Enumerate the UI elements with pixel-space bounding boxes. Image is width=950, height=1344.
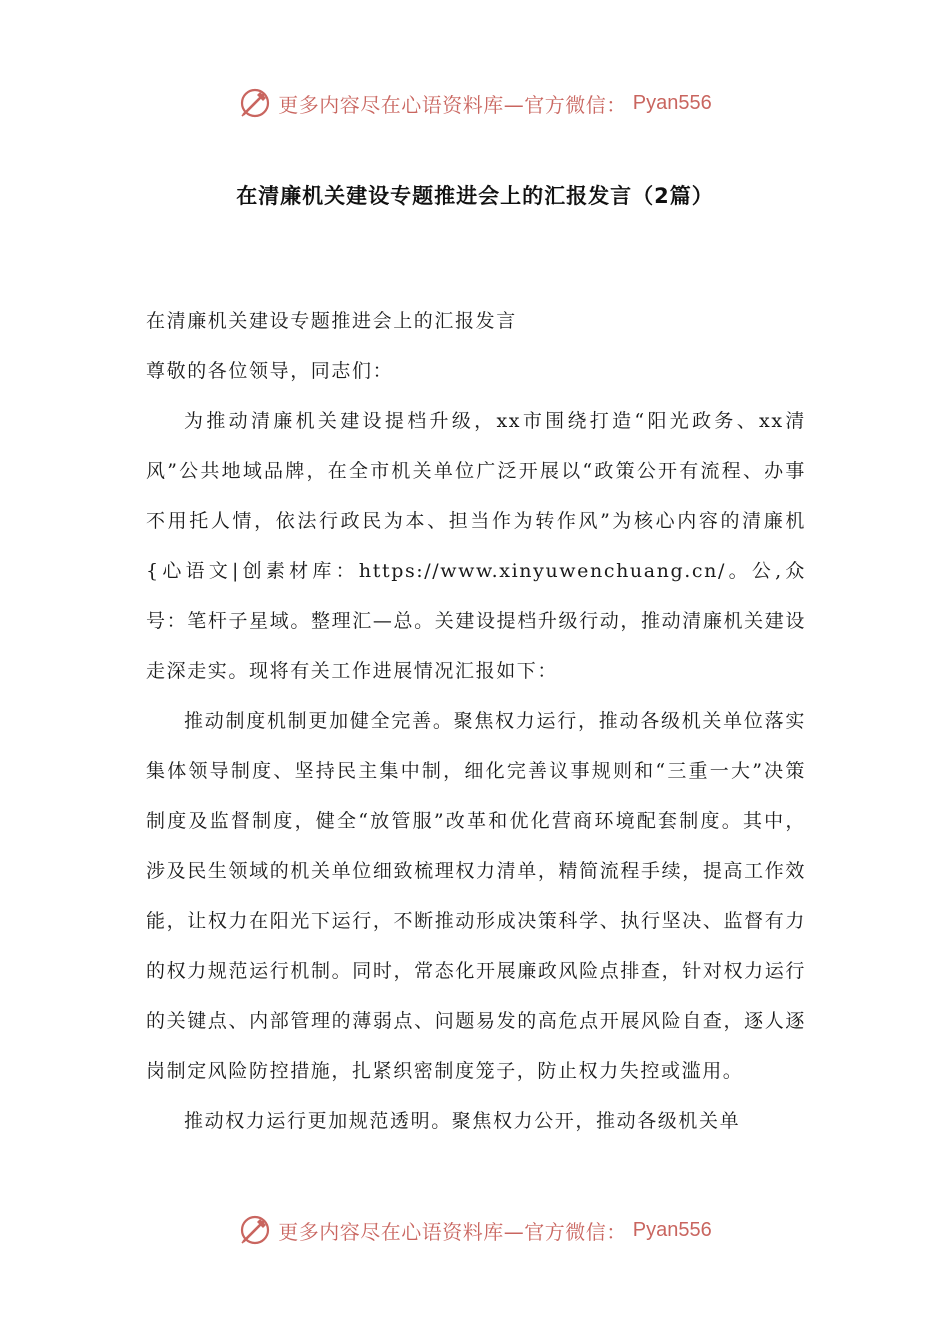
- paragraph-intro: 为推动清廉机关建设提档升级，xx市围绕打造“阳光政务、xx清风”公共地域品牌，在全市机关单位广泛开展以“政策公开有流程、办事不用托人情，依法行政民为本、担当作为转作风”为核心内容的清廉机{心语文|创素材库：https://www.xinyuwenchuang.cn/。公,众号：笔杆子星域。整理汇—总。关建设提档升级行动，推动清廉机关建设走深走实。现将有关工作进展情况汇报如下：: [146, 410, 806, 682]
- watermark-text: 更多内容尽在心语资料库—官方微信：: [278, 1219, 627, 1244]
- watermark-wechat-id: Pyan556: [632, 1218, 712, 1241]
- paragraph-institutions: 推动制度机制更加健全完善。聚焦权力运行，推动各级机关单位落实集体领导制度、坚持民主集中制，细化完善议事规则和“三重一大”决策制度及监督制度，健全“放管服”改革和优化营商环境配套制度。其中，涉及民生领域的机关单位细致梳理权力清单，精简流程手续，提高工作效能，让权力在阳光下运行，不断推动形成决策科学、执行坚决、监督有力的权力规范运行机制。同时，常态化开展廉政风险点排查，针对权力运行的关键点、内部管理的薄弱点、问题易发的高危点开展风险自查，逐人逐岗制定风险防控措施，扎紧织密制度笼子，防止权力失控或滥用。: [146, 710, 806, 1082]
- subtitle: 在清廉机关建设专题推进会上的汇报发言: [146, 310, 517, 332]
- document-body: [146, 296, 806, 1146]
- footer-watermark: [0, 1213, 950, 1247]
- greeting: 尊敬的各位领导，同志们：: [146, 360, 394, 382]
- watermark-wechat-id: Pyan556: [632, 91, 712, 114]
- pen-logo-icon: [238, 86, 272, 120]
- paragraph-transparency: 推动权力运行更加规范透明。聚焦权力公开，推动各级机关单: [184, 1110, 741, 1132]
- page-title: 在清廉机关建设专题推进会上的汇报发言（2篇）: [236, 184, 714, 208]
- pen-logo-icon: [238, 1213, 272, 1247]
- header-watermark: [0, 86, 950, 120]
- watermark-text: 更多内容尽在心语资料库—官方微信：: [278, 92, 627, 117]
